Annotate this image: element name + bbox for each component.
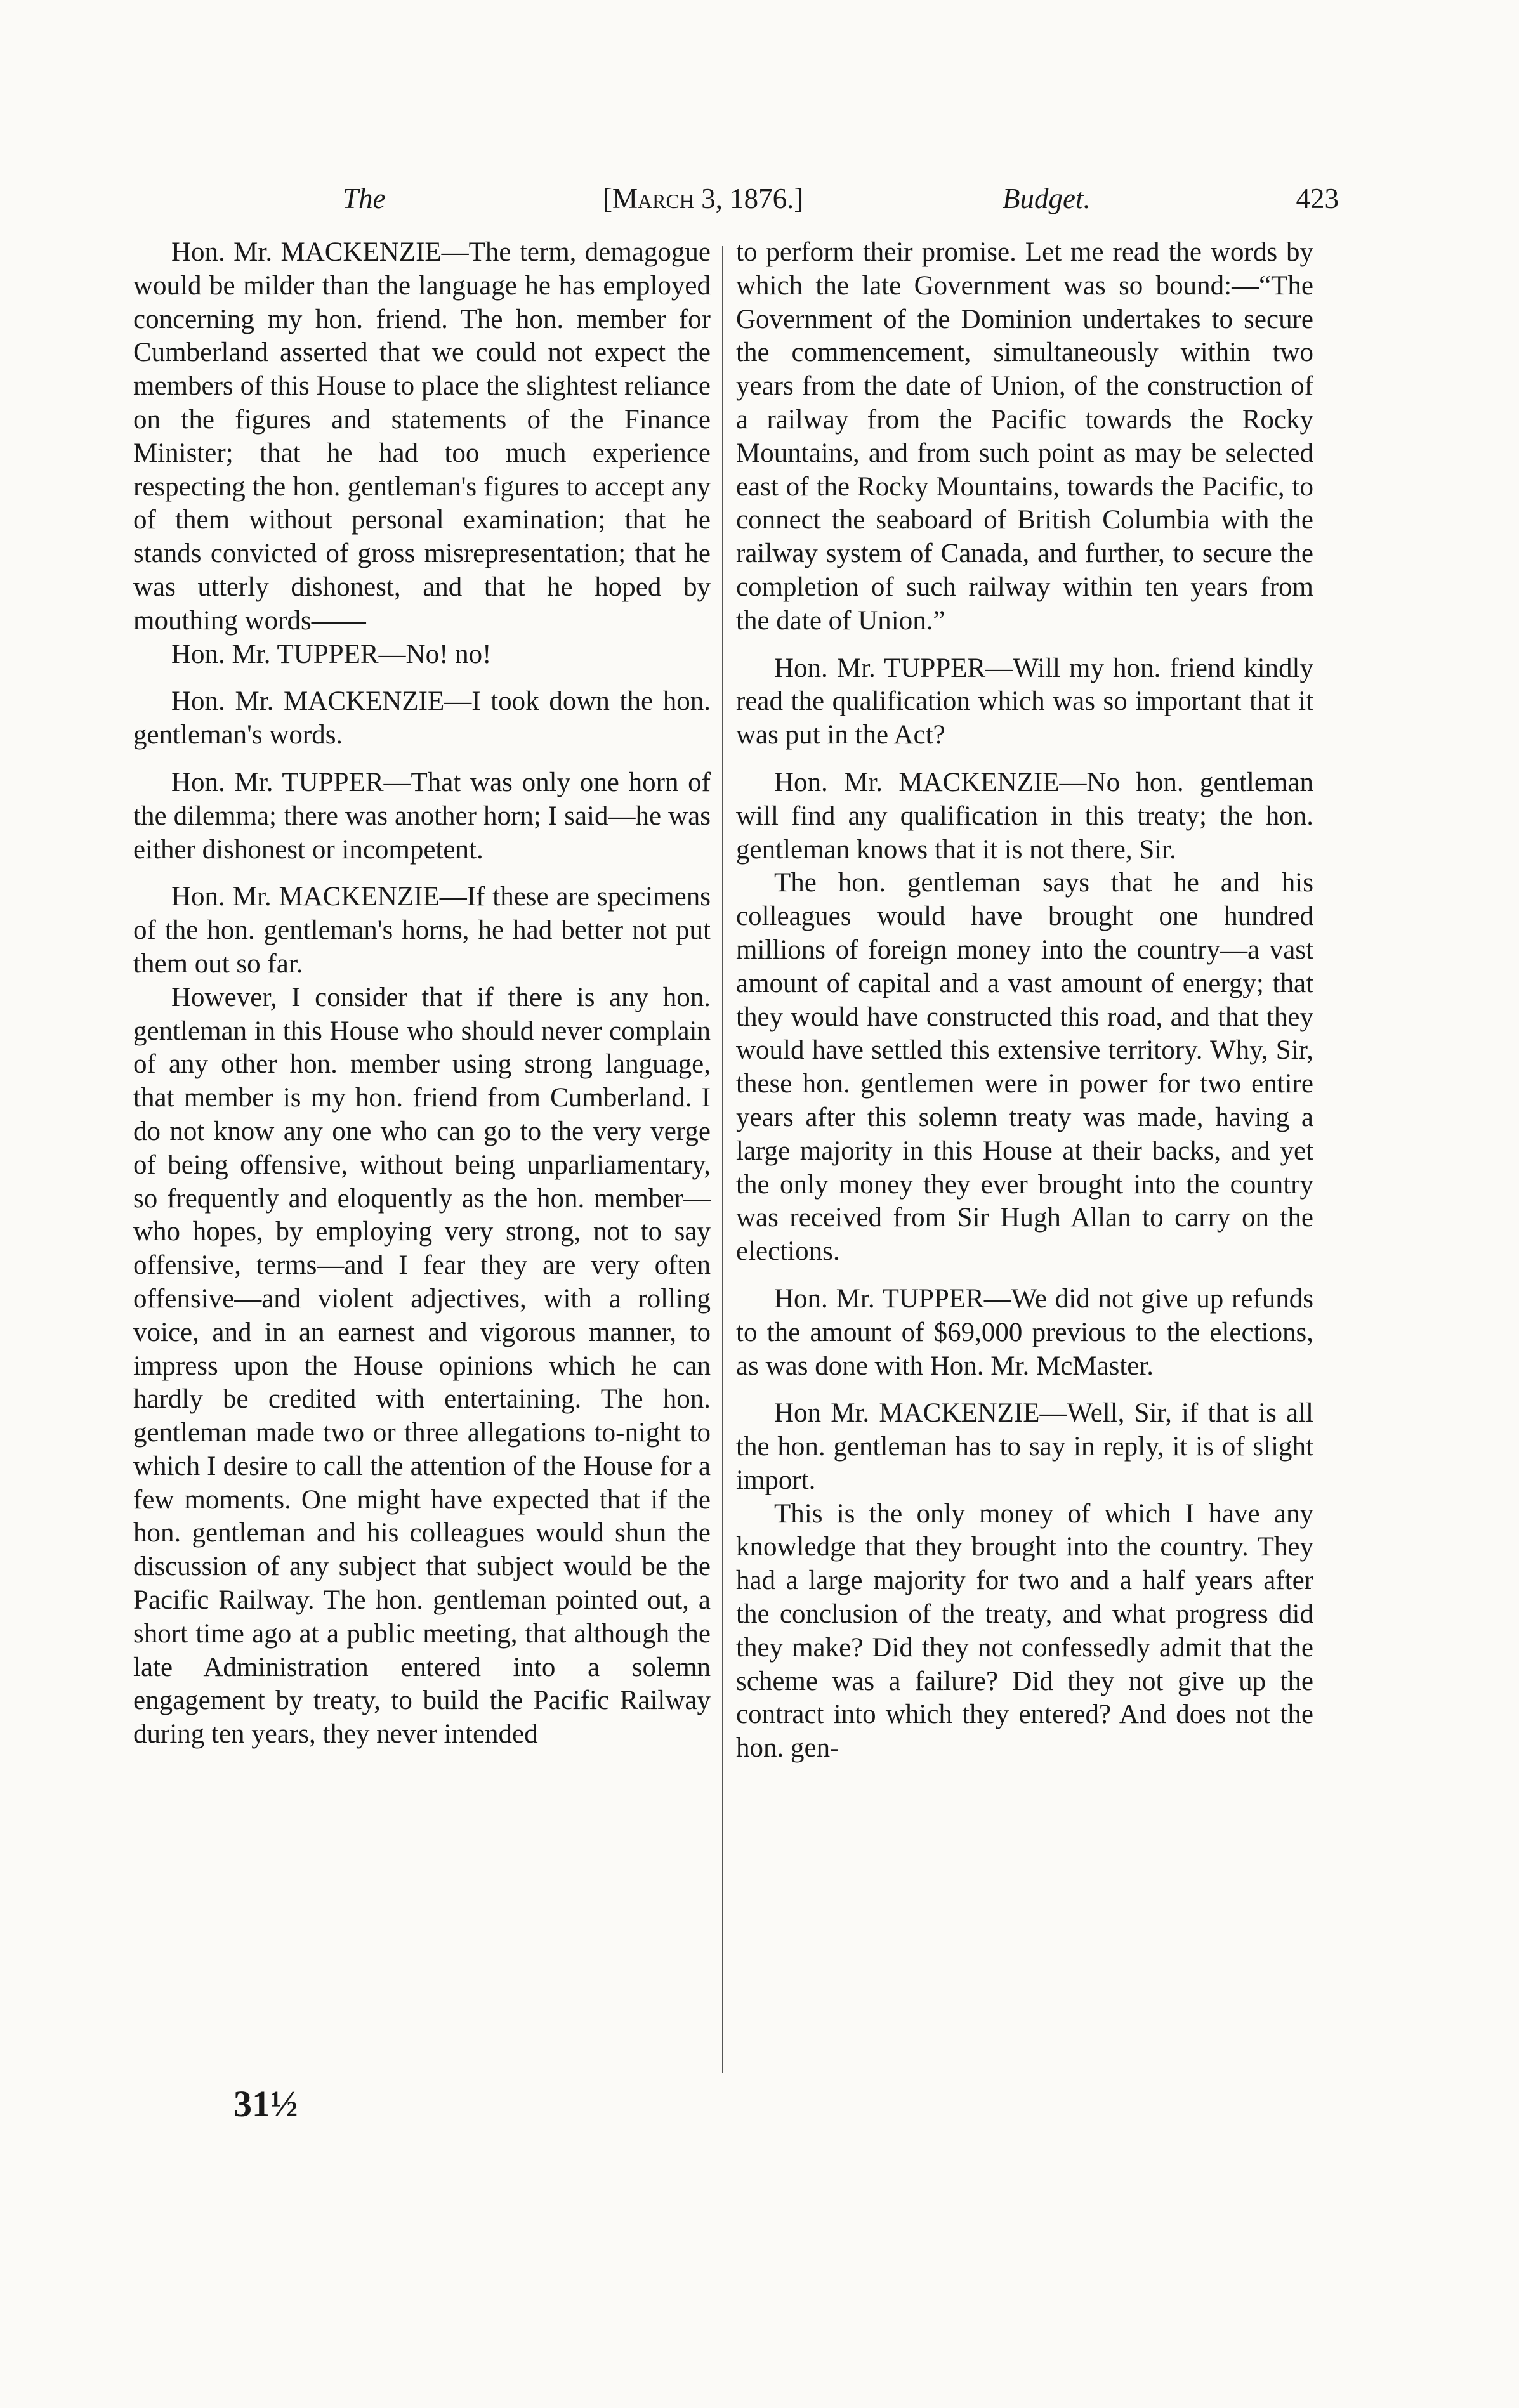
column-divider [722, 246, 723, 2073]
header-left: The [343, 183, 386, 214]
left-column [133, 236, 711, 1765]
paragraph: Hon. Mr. TUPPER—That was only one horn of the dilemma; there was another horn; I said—he was either dishonest or incompetent. [133, 767, 711, 865]
paragraph: Hon. Mr. MACKENZIE—If these are specimens of the hon. gentleman's horns, he had better not put them out so far. [133, 882, 711, 979]
signature-mark: 31½ [233, 2083, 298, 2124]
paragraph: Hon. Mr. TUPPER—We did not give up refunds to the amount of $69,000 previous to the elections, as was done with Hon. Mr. McMaster. [736, 1283, 1313, 1381]
paragraph: to perform their promise. Let me read the words by which the late Government was so bound:—“The Government of the Dominion undertakes to secure the commencement, simultaneously within two years from the date of Union, of the construction of a railway from the Pacific towards the Rocky Mountains, and from such point as may be selected east of the Rocky Mountains, towards the Pacific, to connect the seaboard of British Columbia with the railway system of Canada, and further, to secure the completion of such railway within ten years from the date of Union.” [736, 237, 1313, 636]
paragraph: Hon Mr. MACKENZIE—Well, Sir, if that is all the hon. gentleman has to say in reply, it is of slight import. [736, 1398, 1313, 1495]
header-right: Budget. [1003, 183, 1091, 214]
paragraph: Hon. Mr. MACKENZIE—I took down the hon. gentleman's words. [133, 686, 711, 750]
paragraph: The hon. gentleman says that he and his colleagues would have brought one hundred millions of foreign money into the country—a vast amount of capital and a vast amount of energy; that they would have constructed this road, and that they would have settled this extensive territory. Why, Sir, these hon. gentlemen were in power for two entire years after this solemn treaty was made, having a large majority in this House at their backs, and yet the only money they ever brought into the country was received from Sir Hugh Allan to carry on the elections. [736, 868, 1313, 1267]
running-header [343, 170, 1339, 227]
page-number: 423 [1296, 183, 1339, 214]
paragraph: Hon. Mr. MACKENZIE—No hon. gentleman will find any qualification in this treaty; the hon. gentleman knows that it is not there, Sir. [736, 767, 1313, 865]
paragraph: Hon. Mr. TUPPER—No! no! [171, 639, 492, 669]
right-column [736, 236, 1313, 1779]
paragraph: Hon. Mr. TUPPER—Will my hon. friend kindly read the qualification which was so important that it was put in the Act? [736, 653, 1313, 750]
paragraph: Hon. Mr. MACKENZIE—The term, demagogue would be milder than the language he has employed concerning my hon. friend. The hon. member for Cumberland asserted that we could not expect the members of this House to place the slightest reliance on the figures and statements of the Finance Minister; that he had too much experience respecting the hon. gentleman's figures to accept any of them without personal examination; that he stands convicted of gross misrepresentation; that he was utterly dishonest, and that he hoped by mouthing words—— [133, 237, 711, 636]
paragraph: However, I consider that if there is any hon. gentleman in this House who should never complain of any other hon. member using strong language, that member is my hon. friend from Cumberland. I do not know any one who can go to the very verge of being offensive, without being unparliamentary, so frequently and eloquently as the hon. member—who hopes, by employing very strong, not to say offensive, terms—and I fear they are very often offensive—and violent adjectives, with a rolling voice, and in an earnest and vigorous manner, to impress upon the House opinions which he can hardly be credited with entertaining. The hon. gentleman made two or three allegations to-night to which I desire to call the attention of the House for a few moments. One might have expected that if the hon. gentleman and his colleagues would shun the discussion of any subject that subject would be the Pacific Railway. The hon. gentleman pointed out, a short time ago at a public meeting, that although the late Administration entered into a solemn engagement by treaty, to build the Pacific Railway during ten years, they never intended [133, 982, 711, 1750]
header-date: [March 3, 1876.] [603, 183, 804, 214]
paragraph: This is the only money of which I have any knowledge that they brought into the country. They had a large majority for two and a half years after the conclusion of the treaty, and what progress did they make? Did they not confessedly admit that the scheme was a failure? Did they not give up the contract into which they entered? And does not the hon. gen- [736, 1498, 1313, 1763]
